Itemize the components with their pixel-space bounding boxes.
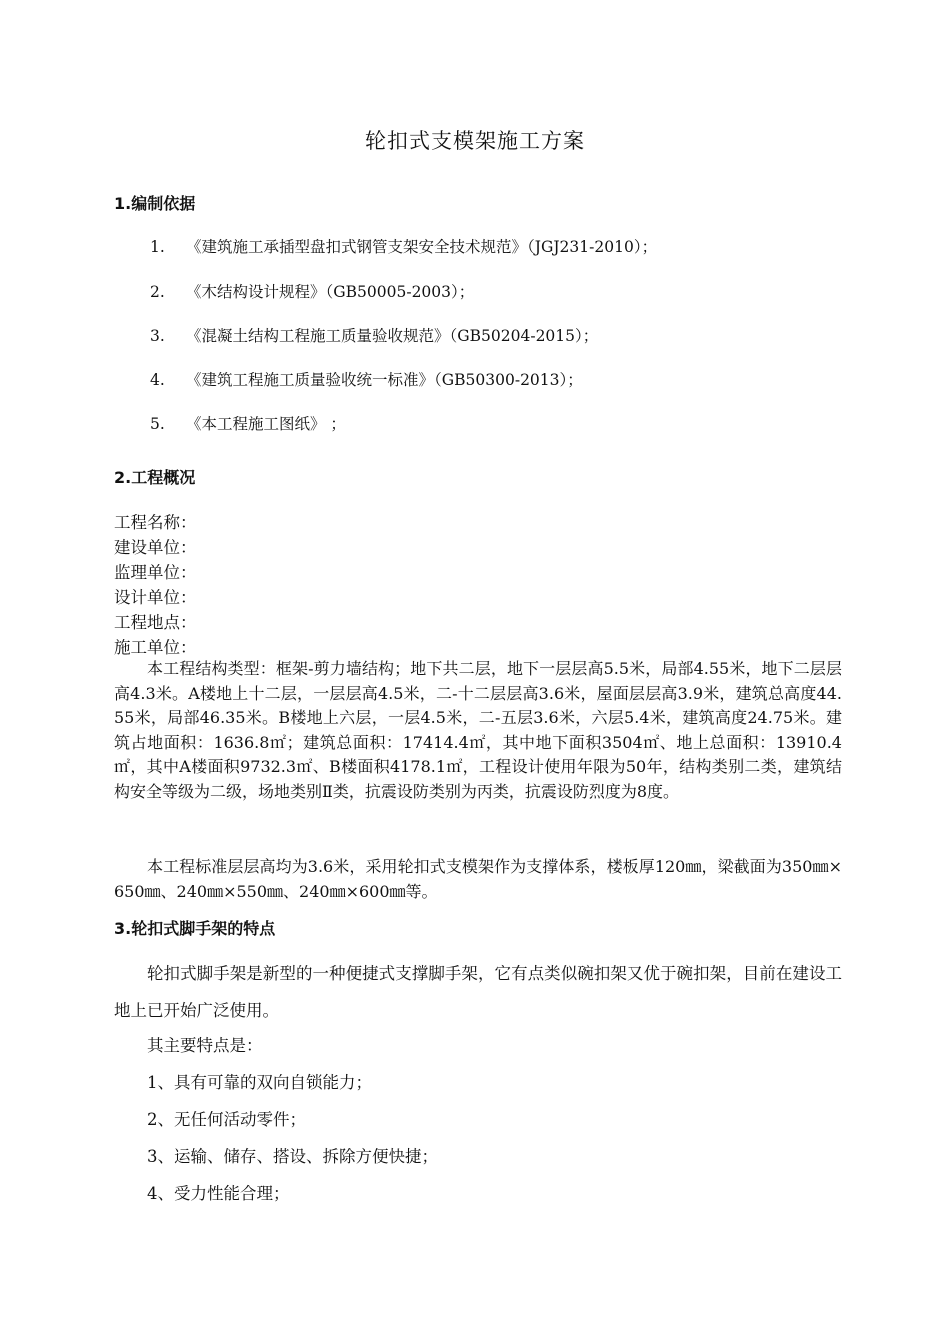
developer-field: 建设单位： [114, 538, 197, 557]
contractor-field: 施工单位： [114, 638, 197, 657]
project-name-field: 工程名称： [114, 513, 197, 532]
reference-text: 《木结构设计规程》（GB50005-2003）； [186, 283, 475, 301]
reference-item [150, 325, 598, 347]
supervisor-field: 监理单位： [114, 563, 197, 582]
section-heading-basis: 1.编制依据 [114, 194, 196, 213]
standard-floor-paragraph: 本工程标准层层高均为3.6米，采用轮扣式支模架作为支撑体系，楼板厚120㎜，梁截面为350㎜×650㎜、240㎜×550㎜、240㎜×600㎜等。 [114, 857, 842, 901]
section-heading-features: 3.轮扣式脚手架的特点 [114, 919, 276, 938]
reference-text: 《建筑施工承插型盘扣式钢管支架安全技术规范》（JGJ231-2010）； [186, 238, 658, 256]
document-title: 轮扣式支模架施工方案 [365, 129, 585, 153]
structure-description-paragraph: 本工程结构类型：框架-剪力墙结构；地下共二层，地下一层层高5.5米，局部4.55米，地下二层层高4.3米。A楼地上十二层，一层层高4.5米，二-十二层层高3.6米，屋面层层高3.9米，建筑总高度44.55米，局部46.35米。B楼地上六层，一层4.5米，二-五层3.6米，六层5.4米，建筑高度24.75米。建筑占地面积：1636.8㎡；建筑总面积：17414.4㎡，其中地下面积3504㎡、地上总面积：13910.4㎡，其中A楼面积9732.3㎡、B楼面积4178.1㎡，工程设计使用年限为50年，结构类别二类，建筑结构安全等级为二级，场地类别Ⅱ类，抗震设防类别为丙类，抗震设防烈度为8度。 [114, 659, 842, 801]
reference-item [150, 236, 657, 258]
reference-text: 《本工程施工图纸》 ； [186, 415, 346, 433]
reference-number: 4. [150, 371, 165, 389]
location-field: 工程地点： [114, 613, 197, 632]
feature-item: 3、运输、储存、搭设、拆除方便快捷； [147, 1147, 438, 1166]
feature-item: 2、无任何活动零件； [147, 1110, 306, 1129]
reference-item [150, 369, 583, 391]
features-lead-text: 其主要特点是： [147, 1036, 263, 1055]
reference-text: 《混凝土结构工程施工质量验收规范》（GB50204-2015）； [186, 327, 599, 345]
features-intro-paragraph: 轮扣式脚手架是新型的一种便捷式支撑脚手架，它有点类似碗扣架又优于碗扣架，目前在建设工地上已开始广泛使用。 [114, 964, 842, 1020]
reference-number: 1. [150, 238, 165, 256]
designer-field: 设计单位： [114, 588, 197, 607]
section-heading-overview: 2.工程概况 [114, 468, 196, 487]
reference-item [150, 281, 474, 303]
feature-item: 1、具有可靠的双向自锁能力； [147, 1073, 372, 1092]
reference-item [150, 413, 346, 435]
feature-item: 4、受力性能合理； [147, 1184, 290, 1203]
reference-number: 3. [150, 327, 165, 345]
reference-number: 2. [150, 283, 165, 301]
reference-text: 《建筑工程施工质量验收统一标准》（GB50300-2013）； [186, 371, 583, 389]
reference-number: 5. [150, 415, 165, 433]
